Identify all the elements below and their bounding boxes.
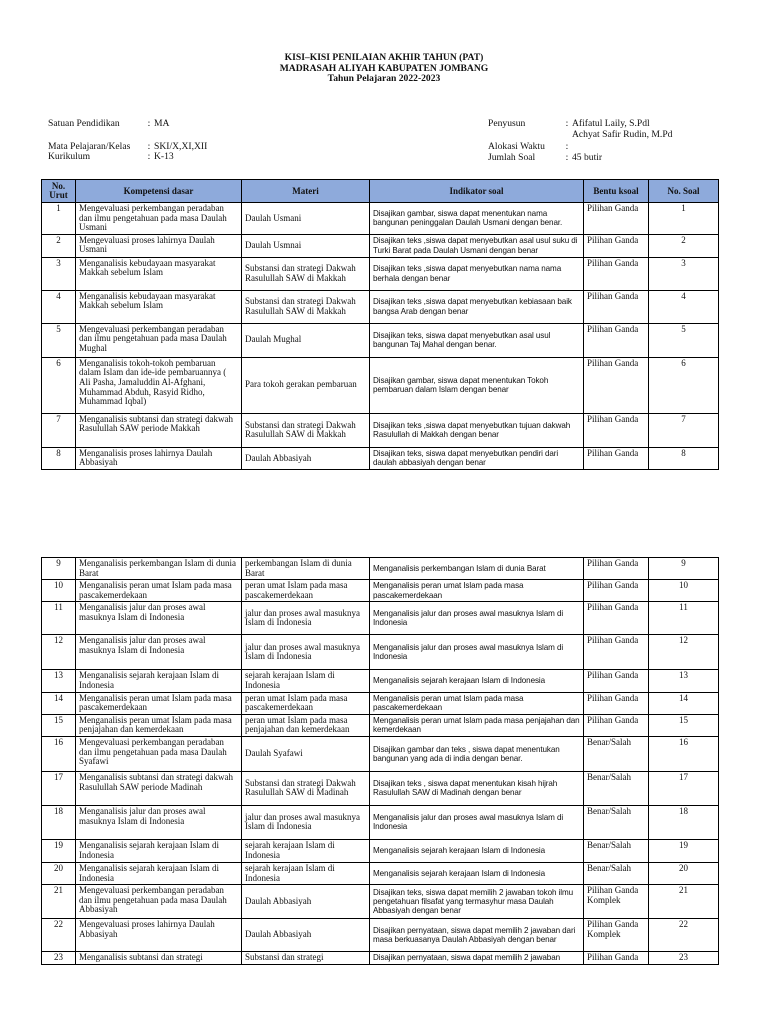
cell-bentuk-soal: Pilihan Ganda <box>584 290 649 323</box>
table-header-row <box>42 180 719 203</box>
cell-indikator: Menganalisis jalur dan proses awal masuknya Islam di Indonesia <box>370 602 584 635</box>
table-row <box>42 885 719 919</box>
identity-value <box>572 153 602 164</box>
identity-value <box>572 119 672 140</box>
cell-indikator: Disajikan gambar dan teks , siswa dapat menentukan bangunan yang ada di india dengan benar. <box>370 736 584 771</box>
cell-kompetensi: Menganalisis subtansi dan strategi dakwah Rasulullah SAW periode Madinah <box>76 771 242 805</box>
identity-label: Alokasi Waktu <box>488 141 545 153</box>
cell-bentuk-soal: Pilihan Ganda <box>584 692 649 714</box>
header-no-urut: No. Urut <box>42 180 76 203</box>
cell-no-soal: 12 <box>649 635 719 670</box>
identity-label: Kurikulum <box>48 151 91 163</box>
cell-kompetensi: Mengevaluasi perkembangan peradaban dan ilmu pengetahuan pada masa Daulah Abbasiyah <box>76 885 242 919</box>
cell-materi: peran umat Islam pada masa pascakemerdekaan <box>242 692 370 714</box>
cell-kompetensi: Menganalisis sejarah kerajaan Islam di Indonesia <box>76 670 242 692</box>
table-row <box>42 952 719 965</box>
identity-right <box>488 119 672 163</box>
identity-value: K-13 <box>154 151 174 163</box>
identity-value-line: 45 butir <box>572 151 603 163</box>
table-row <box>42 203 719 235</box>
cell-no-urut: 16 <box>42 736 76 771</box>
cell-no-urut: 22 <box>42 919 76 952</box>
cell-kompetensi: Mengevaluasi perkembangan peradaban dan ilmu pengetahuan pada masa Daulah Mughal <box>76 323 242 357</box>
table-row <box>42 558 719 580</box>
cell-no-urut: 8 <box>42 447 76 469</box>
identity-colon: : <box>147 118 151 129</box>
identity-value-line: Achyat Safir Rudin, M.Pd <box>572 128 673 140</box>
cell-no-soal: 18 <box>649 805 719 839</box>
cell-no-soal: 22 <box>649 919 719 952</box>
cell-indikator: Disajikan teks ,siswa dapat menyebutkan kebiasaan baik bangsa Arab dengan benar <box>370 290 584 323</box>
cell-bentuk-soal: Pilihan Ganda <box>584 558 649 580</box>
header-kompetensi: Kompetensi dasar <box>76 180 242 203</box>
table-row <box>42 862 719 884</box>
header-bentuk-soal: Bentu ksoal <box>584 180 649 203</box>
cell-kompetensi: Menganalisis subtansi dan strategi <box>76 952 242 965</box>
cell-bentuk-soal: Benar/Salah <box>584 736 649 771</box>
cell-no-urut: 9 <box>42 558 76 580</box>
cell-no-urut: 14 <box>42 692 76 714</box>
identity-left <box>48 119 207 163</box>
cell-bentuk-soal: Benar/Salah <box>584 805 649 839</box>
cell-kompetensi: Mengevaluasi perkembangan peradaban dan ilmu pengetahuan pada masa Daulah Syafawi <box>76 736 242 771</box>
header-no-soal: No. Soal <box>649 180 719 203</box>
cell-no-soal: 7 <box>649 413 719 447</box>
cell-kompetensi: Menganalisis proses lahirnya Daulah Abbasiyah <box>76 447 242 469</box>
cell-indikator: Menganalisis peran umat Islam pada masa pascakemerdekaan <box>370 692 584 714</box>
table-row <box>42 357 719 413</box>
cell-no-urut: 12 <box>42 635 76 670</box>
cell-kompetensi: Menganalisis peran umat Islam pada masa pascakemerdekaan <box>76 692 242 714</box>
cell-no-urut: 18 <box>42 805 76 839</box>
table-row <box>42 670 719 692</box>
cell-no-soal: 4 <box>649 290 719 323</box>
cell-no-urut: 6 <box>42 357 76 413</box>
cell-kompetensi: Mengevaluasi proses lahirnya Daulah Abbasiyah <box>76 919 242 952</box>
identity-label: Penyusun <box>488 118 526 129</box>
cell-materi: Substansi dan strategi Dakwah Rasulullah SAW di Makkah <box>242 413 370 447</box>
cell-indikator: Menganalisis sejarah kerajaan Islam di Indonesia <box>370 670 584 692</box>
document-header <box>0 53 768 85</box>
table-row <box>42 257 719 290</box>
cell-bentuk-soal: Pilihan Ganda Komplek <box>584 919 649 952</box>
cell-materi: Substansi dan strategi Dakwah Rasulullah SAW di Makkah <box>242 290 370 323</box>
cell-no-urut: 15 <box>42 714 76 736</box>
cell-materi: Substansi dan strategi <box>242 952 370 965</box>
cell-bentuk-soal: Pilihan Ganda <box>584 323 649 357</box>
cell-no-soal: 19 <box>649 839 719 862</box>
kisi-kisi-table-page1 <box>41 179 719 470</box>
cell-bentuk-soal: Pilihan Ganda <box>584 580 649 602</box>
cell-no-urut: 13 <box>42 670 76 692</box>
cell-indikator: Disajikan teks ,siswa dapat menyebutkan asal usul suku di Turki Barat pada Daulah Usmani dengan benar <box>370 234 584 257</box>
identity-label: Satuan Pendidikan <box>48 118 120 129</box>
identity-colon: : <box>565 141 569 153</box>
cell-no-urut: 4 <box>42 290 76 323</box>
cell-no-soal: 1 <box>649 203 719 235</box>
cell-bentuk-soal: Pilihan Ganda <box>584 447 649 469</box>
cell-materi: sejarah kerajaan Islam di Indonesia <box>242 670 370 692</box>
identity-value: SKI/X,XI,XII <box>154 140 208 152</box>
identity-row <box>48 130 207 142</box>
cell-no-soal: 11 <box>649 602 719 635</box>
identity-colon: : <box>565 151 569 163</box>
table-row <box>42 919 719 952</box>
cell-kompetensi: Menganalisis jalur dan proses awal masuknya Islam di Indonesia <box>76 805 242 839</box>
cell-materi: sejarah kerajaan Islam di Indonesia <box>242 839 370 862</box>
cell-indikator: Disajikan gambar, siswa dapat menentukan Tokoh pembaruan dalam Islam dengan benar <box>370 357 584 413</box>
cell-no-soal: 21 <box>649 885 719 919</box>
cell-kompetensi: Menganalisis sejarah kerajaan Islam di Indonesia <box>76 862 242 884</box>
cell-no-soal: 10 <box>649 580 719 602</box>
cell-indikator: Disajikan teks , siswa dapat menentukan kisah hijrah Rasulullah SAW di Madinah dengan benar <box>370 771 584 805</box>
table-row <box>42 714 719 736</box>
cell-kompetensi: Menganalisis jalur dan proses awal masuknya Islam di Indonesia <box>76 602 242 635</box>
cell-no-urut: 21 <box>42 885 76 919</box>
table-row <box>42 771 719 805</box>
cell-kompetensi: Menganalisis peran umat Islam pada masa penjajahan dan kemerdekaan <box>76 714 242 736</box>
cell-bentuk-soal: Pilihan Ganda <box>584 714 649 736</box>
cell-materi: Daulah Mughal <box>242 323 370 357</box>
cell-no-urut: 1 <box>42 203 76 235</box>
cell-no-soal: 15 <box>649 714 719 736</box>
table-row <box>42 635 719 670</box>
cell-materi: sejarah kerajaan Islam di Indonesia <box>242 862 370 884</box>
cell-materi: Daulah Abbasiyah <box>242 919 370 952</box>
table-row <box>42 602 719 635</box>
cell-materi: Daulah Syafawi <box>242 736 370 771</box>
cell-kompetensi: Menganalisis sejarah kerajaan Islam di Indonesia <box>76 839 242 862</box>
cell-indikator: Menganalisis perkembangan Islam di dunia Barat <box>370 558 584 580</box>
cell-no-urut: 10 <box>42 580 76 602</box>
cell-materi: Daulah Abbasiyah <box>242 447 370 469</box>
cell-bentuk-soal: Benar/Salah <box>584 839 649 862</box>
cell-materi: peran umat Islam pada masa pascakemerdekaan <box>242 580 370 602</box>
cell-no-soal: 20 <box>649 862 719 884</box>
cell-no-soal: 13 <box>649 670 719 692</box>
cell-no-soal: 9 <box>649 558 719 580</box>
academic-year: Tahun Pelajaran 2022-2023 <box>327 73 441 84</box>
cell-bentuk-soal: Pilihan Ganda <box>584 234 649 257</box>
table-row <box>42 580 719 602</box>
cell-materi: perkembangan Islam di dunia Barat <box>242 558 370 580</box>
cell-kompetensi: Menganalisis peran umat Islam pada masa pascakemerdekaan <box>76 580 242 602</box>
cell-indikator: Disajikan gambar, siswa dapat menentukan nama bangunan peninggalan Daulah Usmani dengan benar. <box>370 203 584 235</box>
cell-no-urut: 7 <box>42 413 76 447</box>
identity-label: Mata Pelajaran/Kelas <box>48 140 131 152</box>
table-row <box>42 447 719 469</box>
cell-no-soal: 14 <box>649 692 719 714</box>
cell-bentuk-soal: Pilihan Ganda <box>584 602 649 635</box>
table-row <box>42 413 719 447</box>
cell-no-urut: 5 <box>42 323 76 357</box>
cell-no-urut: 3 <box>42 257 76 290</box>
cell-materi: Para tokoh gerakan pembaruan <box>242 357 370 413</box>
identity-value: MA <box>154 118 170 129</box>
cell-bentuk-soal: Benar/Salah <box>584 862 649 884</box>
cell-materi: Substansi dan strategi Dakwah Rasulullah SAW di Madinah <box>242 771 370 805</box>
table-row <box>42 736 719 771</box>
cell-materi: jalur dan proses awal masuknya Islam di Indonesia <box>242 602 370 635</box>
identity-colon: : <box>147 140 151 152</box>
cell-materi: Daulah Abbasiyah <box>242 885 370 919</box>
cell-indikator: Menganalisis jalur dan proses awal masuknya Islam di Indonesia <box>370 635 584 670</box>
cell-no-soal: 8 <box>649 447 719 469</box>
identity-row <box>48 152 207 163</box>
doc-title: KISI–KISI PENILAIAN AKHIR TAHUN (PAT) <box>284 52 484 63</box>
cell-kompetensi: Menganalisis jalur dan proses awal masuknya Islam di Indonesia <box>76 635 242 670</box>
cell-no-urut: 11 <box>42 602 76 635</box>
kisi-kisi-table-page2 <box>41 557 719 965</box>
cell-indikator: Menganalisis peran umat Islam pada masa pascakemerdekaan <box>370 580 584 602</box>
table-row <box>42 839 719 862</box>
cell-indikator: Disajikan teks, siswa dapat memilih 2 jawaban tokoh ilmu pengetahuan filsafat yang termasyhur masa Daulah Abbasiyah dengan benar <box>370 885 584 919</box>
cell-materi: peran umat Islam pada masa penjajahan dan kemerdekaan <box>242 714 370 736</box>
cell-no-soal: 6 <box>649 357 719 413</box>
cell-bentuk-soal: Pilihan Ganda <box>584 413 649 447</box>
cell-bentuk-soal: Pilihan Ganda <box>584 357 649 413</box>
cell-no-urut: 2 <box>42 234 76 257</box>
cell-no-soal: 23 <box>649 952 719 965</box>
cell-bentuk-soal: Pilihan Ganda <box>584 203 649 235</box>
identity-row <box>488 119 672 140</box>
header-materi: Materi <box>242 180 370 203</box>
identity-row <box>48 119 207 130</box>
cell-no-soal: 16 <box>649 736 719 771</box>
table-row <box>42 234 719 257</box>
cell-no-soal: 2 <box>649 234 719 257</box>
cell-indikator: Menganalisis sejarah kerajaan Islam di Indonesia <box>370 862 584 884</box>
cell-materi: Substansi dan strategi Dakwah Rasulullah SAW di Makkah <box>242 257 370 290</box>
identity-colon: : <box>565 118 569 129</box>
cell-indikator: Disajikan teks, siswa dapat menyebutkan pendiri dari daulah abbasiyah dengan benar <box>370 447 584 469</box>
table-row <box>42 290 719 323</box>
cell-kompetensi: Menganalisis perkembangan Islam di dunia Barat <box>76 558 242 580</box>
cell-indikator: Menganalisis peran umat Islam pada masa penjajahan dan kemerdekaan <box>370 714 584 736</box>
cell-kompetensi: Menganalisis kebudayaan masyarakat Makkah sebelum Islam <box>76 290 242 323</box>
cell-kompetensi: Menganalisis tokoh-tokoh pembaruan dalam Islam dan ide-ide pembaruannya ( Ali Pasha, Jamaluddin Al-Afghani, Muhammad Abduh, Rasyid Ridho, Muhammad Iqbal) <box>76 357 242 413</box>
cell-indikator: Disajikan pernyataan, siswa dapat memilih 2 jawaban <box>370 952 584 965</box>
cell-materi: Daulah Usmnai <box>242 234 370 257</box>
cell-materi: jalur dan proses awal masuknya Islam di Indonesia <box>242 635 370 670</box>
cell-bentuk-soal: Benar/Salah <box>584 771 649 805</box>
cell-bentuk-soal: Pilihan Ganda Komplek <box>584 885 649 919</box>
identity-value-line: Afifatul Laily, S.Pdl <box>572 118 650 129</box>
table-row <box>42 323 719 357</box>
cell-kompetensi: Mengevaluasi proses lahirnya Daulah Usmani <box>76 234 242 257</box>
cell-indikator: Disajikan teks ,siswa dapat menyebutkan tujuan dakwah Rasulullah di Makkah dengan benar <box>370 413 584 447</box>
cell-bentuk-soal: Pilihan Ganda <box>584 257 649 290</box>
cell-bentuk-soal: Pilihan Ganda <box>584 670 649 692</box>
cell-kompetensi: Menganalisis subtansi dan strategi dakwah Rasulullah SAW periode Makkah <box>76 413 242 447</box>
cell-bentuk-soal: Pilihan Ganda <box>584 635 649 670</box>
cell-no-soal: 3 <box>649 257 719 290</box>
cell-kompetensi: Mengevaluasi perkembangan peradaban dan ilmu pengetahuan pada masa Daulah Usmani <box>76 203 242 235</box>
cell-no-urut: 20 <box>42 862 76 884</box>
cell-indikator: Menganalisis sejarah kerajaan Islam di Indonesia <box>370 839 584 862</box>
cell-indikator: Disajikan teks, siswa dapat menyebutkan asal usul bangunan Taj Mahal dengan benar. <box>370 323 584 357</box>
cell-no-urut: 19 <box>42 839 76 862</box>
cell-indikator: Menganalisis jalur dan proses awal masuknya Islam di Indonesia <box>370 805 584 839</box>
cell-materi: Daulah Usmani <box>242 203 370 235</box>
identity-row <box>488 153 672 164</box>
cell-indikator: Disajikan pernyataan, siswa dapat memilih 2 jawaban dari masa berkuasanya Daulah Abbasiyah dengan benar <box>370 919 584 952</box>
cell-no-soal: 17 <box>649 771 719 805</box>
header-indikator: Indikator soal <box>370 180 584 203</box>
table-row <box>42 805 719 839</box>
table-row <box>42 692 719 714</box>
cell-no-urut: 23 <box>42 952 76 965</box>
school-name: MADRASAH ALIYAH KABUPATEN JOMBANG <box>279 62 489 74</box>
cell-bentuk-soal: Pilihan Ganda <box>584 952 649 965</box>
cell-no-soal: 5 <box>649 323 719 357</box>
identity-colon: : <box>147 151 151 163</box>
cell-no-urut: 17 <box>42 771 76 805</box>
cell-indikator: Disajikan teks ,siswa dapat menyebutkan nama nama berhala dengan benar <box>370 257 584 290</box>
cell-materi: jalur dan proses awal masuknya Islam di Indonesia <box>242 805 370 839</box>
identity-label: Jumlah Soal <box>488 151 536 163</box>
cell-kompetensi: Menganalisis kebudayaan masyarakat Makkah sebelum Islam <box>76 257 242 290</box>
